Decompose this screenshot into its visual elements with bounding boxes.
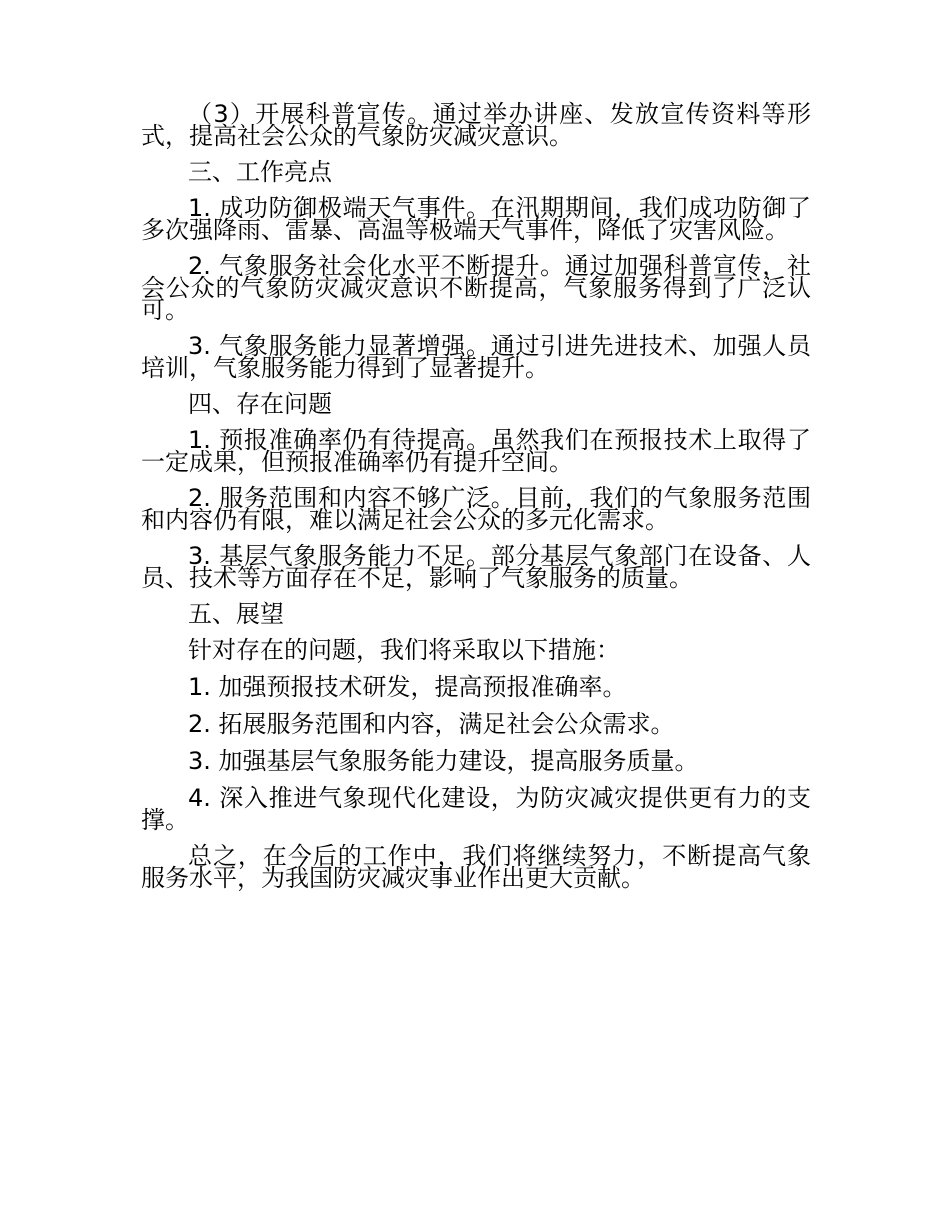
paragraph-measure-2: 2. 拓展服务范围和内容，满足社会公众需求。 [188, 710, 675, 738]
document-body [141, 100, 811, 903]
paragraph-science-outreach: （3）开展科普宣传。通过举办讲座、发放宣传资料等形式，提高社会公众的气象防灾减灾意识。 [141, 100, 811, 150]
paragraph-highlight-1: 1. 成功防御极端天气事件。在汛期期间，我们成功防御了多次强降雨、雷暴、高温等极端天气事件，降低了灾害风险。 [141, 194, 811, 244]
paragraph-problem-2: 2. 服务范围和内容不够广泛。目前，我们的气象服务范围和内容仍有限，难以满足社会公众的多元化需求。 [141, 484, 811, 534]
paragraph-conclusion: 总之，在今后的工作中，我们将继续努力，不断提高气象服务水平，为我国防灾减灾事业作出更大贡献。 [141, 842, 811, 892]
section-heading-highlights: 三、工作亮点 [188, 158, 332, 186]
section-heading-outlook: 五、展望 [188, 600, 284, 628]
paragraph-highlight-3: 3. 气象服务能力显著增强。通过引进先进技术、加强人员培训，气象服务能力得到了显著提升。 [141, 332, 811, 382]
paragraph-problem-3: 3. 基层气象服务能力不足。部分基层气象部门在设备、人员、技术等方面存在不足，影响了气象服务的质量。 [141, 542, 811, 592]
paragraph-measure-4: 4. 深入推进气象现代化建设，为防灾减灾提供更有力的支撑。 [141, 784, 811, 834]
section-heading-problems: 四、存在问题 [188, 390, 332, 418]
paragraph-measures-intro: 针对存在的问题，我们将采取以下措施： [188, 636, 620, 664]
paragraph-measure-1: 1. 加强预报技术研发，提高预报准确率。 [188, 673, 627, 701]
paragraph-highlight-2: 2. 气象服务社会化水平不断提升。通过加强科普宣传，社会公众的气象防灾减灾意识不断提高，气象服务得到了广泛认可。 [141, 252, 811, 324]
paragraph-problem-1: 1. 预报准确率仍有待提高。虽然我们在预报技术上取得了一定成果，但预报准确率仍有提升空间。 [141, 426, 811, 476]
paragraph-measure-3: 3. 加强基层气象服务能力建设，提高服务质量。 [188, 747, 699, 775]
